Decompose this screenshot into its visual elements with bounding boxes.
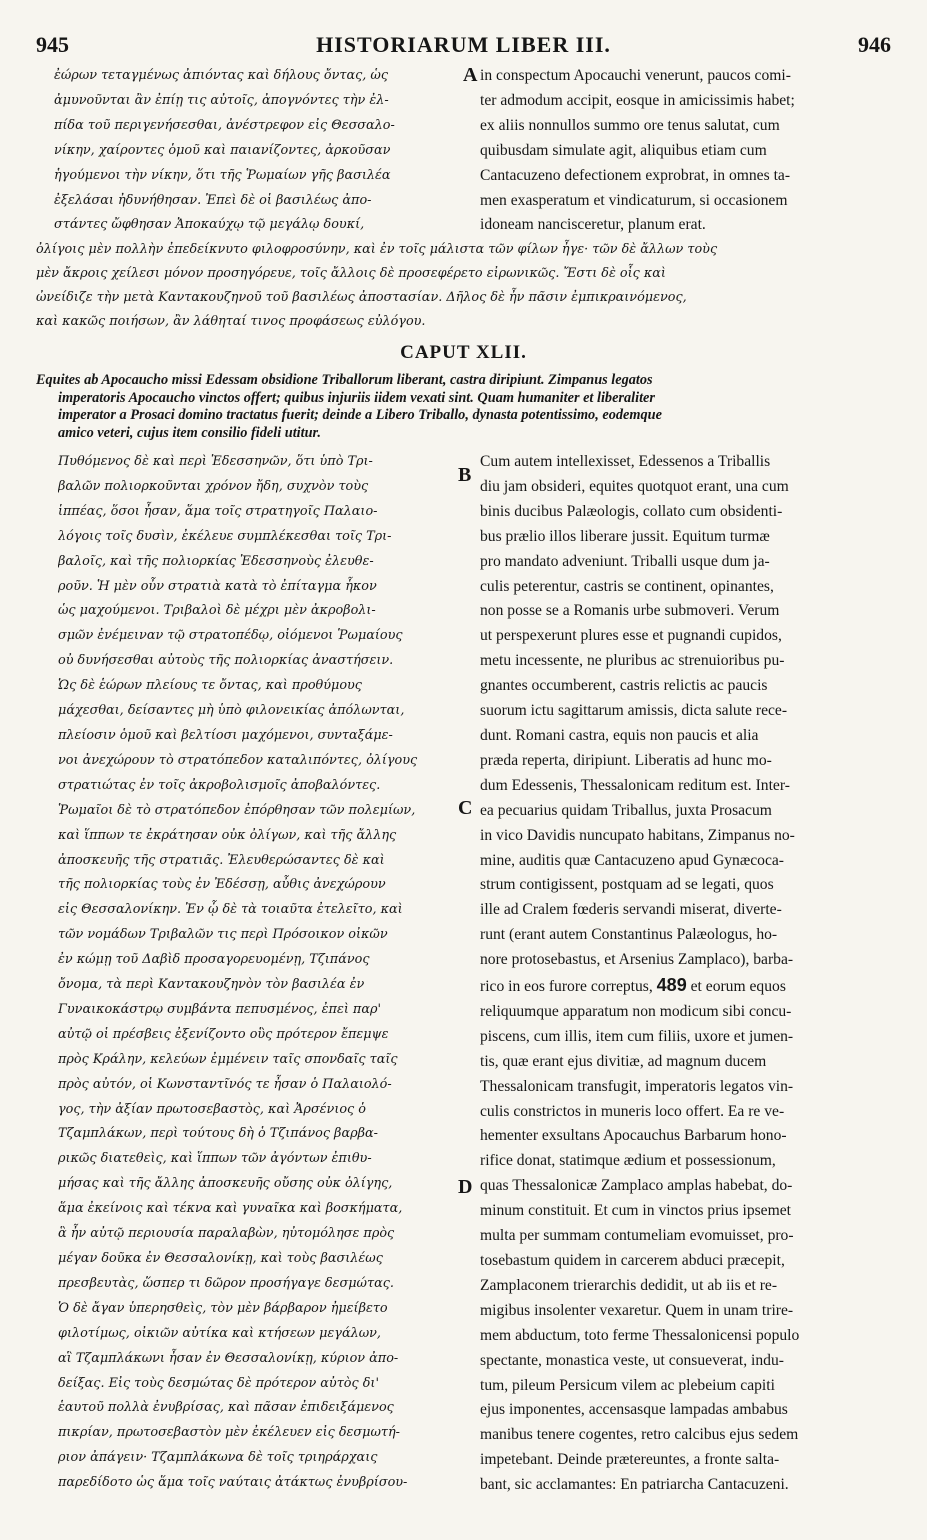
text-line: culis constrictos in muneris loco offert. Ea re ve- bbox=[480, 1102, 785, 1120]
text-line: non posse se a Romanis urbe submoveri. Verum bbox=[480, 602, 780, 620]
text-line: ροῦν. Ἡ μὲν οὖν στρατιὰ κατὰ τὸ ἐπίταγμα ἧκον bbox=[58, 578, 377, 594]
text-line: in conspectum Apocauchi venerunt, paucos comi- bbox=[480, 67, 791, 84]
text-line: ἐώρων τεταγμένως ἀπιόντας καὶ δήλους ὄντας, ὡς bbox=[54, 68, 388, 83]
text-line: imperator a Prosaci domino tractatus fuerit; deinde a Libero Triballo, dynasta potentissimo, eodemque bbox=[58, 407, 662, 423]
text-line: bus prælio illos liberare jussit. Equitum turmæ bbox=[480, 527, 770, 545]
text-line: hementer exsultans Apocauchus Barbarum hono- bbox=[480, 1127, 787, 1145]
text-line: λόγοις τοῖς δυσὶν, ἐκέλευε συμπλέκεσθαι τοῖς Τρι- bbox=[58, 528, 392, 544]
text-line: φιλοτίμως, οἰκιῶν αὐτίκα καὶ κτήσεων μεγάλων, bbox=[58, 1325, 381, 1341]
text-line: tum, pileum Persicum vilem ac plebeium capiti bbox=[480, 1376, 775, 1394]
top-latin-column bbox=[480, 64, 892, 238]
text-line: quibusdam simulate agit, aliquibus etiam cum bbox=[480, 141, 767, 159]
text-line: bant, sic acclamantes: En patriarcha Cantacuzeni. bbox=[480, 1476, 789, 1494]
text-line: Thessalonicam transfugit, imperatoris legatos vin- bbox=[480, 1077, 794, 1095]
text-line: καὶ κακῶς ποιήσων, ἂν λάθηταί τινος προφάσεως εὐλόγου. bbox=[36, 314, 426, 329]
text-line: πίδα τοῦ περιγενήσεσθαι, ἀνέστρεφον εἰς Θεσσαλο- bbox=[54, 117, 395, 133]
text-line: καὶ ἵππων τε ἐκράτησαν οὐκ ὀλίγων, καὶ τῆς ἄλλης bbox=[58, 827, 397, 843]
text-line: tis, quæ erant ejus divitiæ, ad magnum ducem bbox=[480, 1052, 767, 1070]
text-line: στρατιώτας ἐν τοῖς ἀκροβολισμοῖς ἀποβαλόντες. bbox=[58, 777, 381, 793]
text-line: binis ducibus Palæologis, collato cum obsidenti- bbox=[480, 502, 783, 520]
main-latin-column bbox=[480, 450, 892, 1498]
text-line: μάχεσθαι, δείσαντες μὴ ὑπὸ φιλονεικίας ἀπόλωνται, bbox=[58, 703, 405, 719]
text-line: pro mandato adveniunt. Triballi usque dum ja- bbox=[480, 552, 770, 570]
text-line: manibus tenere cogentes, retro calcibus ejus sedem bbox=[480, 1426, 799, 1444]
text-line: impetebant. Deinde prætereuntes, a fronte salta- bbox=[480, 1451, 780, 1469]
text-line: culis peterentur, castris se continent, opinantes, bbox=[480, 577, 774, 595]
margin-letter-a: A bbox=[463, 64, 478, 86]
text-line: ὡς μαχούμενοι. Τριβαλοὶ δὲ μέχρι μὲν ἀκροβολι- bbox=[58, 603, 376, 619]
margin-letter-b: B bbox=[458, 464, 472, 486]
text-line: γος, τὴν ἀξίαν πρωτοσεβαστὸς, καὶ Ἀρσένιος ὁ bbox=[58, 1101, 366, 1117]
text-line: tosebastum quidem in carcerem abduci præcepit, bbox=[480, 1252, 785, 1269]
text-line: ἱππέας, ὅσοι ἦσαν, ἅμα τοῖς στρατηγοῖς Παλαιο- bbox=[58, 503, 378, 519]
text-line: ὄνομα, τὰ περὶ Καντακουζηνὸν τὸν βασιλέα ἐν bbox=[58, 977, 365, 993]
book-title: HISTORIARUM LIBER III. bbox=[316, 32, 611, 57]
text-line: ut perspexerunt plures esse et pugnandi cupidos, bbox=[480, 627, 782, 645]
text-line: πρὸς αὐτόν, οἱ Κωνσταντῖνός τε ἦσαν ὁ Παλαιολό- bbox=[58, 1076, 392, 1092]
page-number-right: 946 bbox=[858, 32, 891, 57]
text-line: imperatoris Apocaucho vinctos offert; quibus injuriis iidem vexati sint. Quam humaniter et liberaliter bbox=[58, 389, 655, 406]
text-line: ἐν κώμῃ τοῦ Δαβὶδ προσαγορευομένῃ, Τζιπάνος bbox=[58, 952, 370, 968]
text-line: suorum ictu sagittarum amissis, dicta salute rece- bbox=[480, 702, 788, 720]
text-line: metu incessente, ne pluribus ac strenuioribus pu- bbox=[480, 652, 785, 670]
text-line: τῶν νομάδων Τριβαλῶν τις περὶ Πρόσοικον οἰκῶν bbox=[58, 927, 388, 943]
text-line: Cum autem intellexisset, Edessenos a Triballis bbox=[480, 453, 771, 470]
text-line: men exasperatum et vindicaturum, si occasionem bbox=[480, 191, 788, 209]
text-line: mine, auditis quæ Cantacuzeno apud Gynæcoca- bbox=[480, 851, 784, 869]
text-line: μέγαν δοῦκα ἐν Θεσσαλονίκῃ, καὶ τοὺς βασιλέως bbox=[58, 1251, 383, 1266]
text-line: παρεδίδοτο ὡς ἅμα τοῖς ναύταις ἀτάκτως ἐνυβρίσου- bbox=[58, 1475, 408, 1491]
text-line: ea pecuarius quidam Triballus, juxta Prosacum bbox=[480, 801, 772, 819]
page-number-left: 945 bbox=[36, 32, 69, 57]
main-greek-column bbox=[58, 450, 458, 1496]
text-line: piscens, cum illis, item cum filiis, uxore et jumen- bbox=[480, 1027, 794, 1045]
text-line: οὐ δυνήσεσθαι αὐτοὺς τῆς πολιορκίας ἀναστήσειν. bbox=[58, 653, 394, 669]
text-line: præda reperta, diripiunt. Liberatis ad hunc mo- bbox=[480, 751, 772, 769]
text-line: βαλοῖς, καὶ τῆς πολιορκίας Ἐδεσσηνοὺς ἐλευθε- bbox=[58, 553, 374, 569]
text-line: quas Thessalonicæ Zamplaco amplas habebat, do- bbox=[480, 1177, 793, 1195]
text-line: πικρίαν, πρωτοσεβαστὸν μὲν ἐκέλευεν εἰς δεσμωτή- bbox=[58, 1425, 400, 1441]
text-line: μήσας καὶ τῆς ἄλλης ἀποσκευῆς οὔσης οὐκ ὀλίγης, bbox=[58, 1176, 393, 1192]
text-line: νοι ἀνεχώρουν τὸ στρατόπεδον καταλιπόντες, ὀλίγους bbox=[58, 752, 418, 768]
text-line: gnantes occumberent, castris relictis ac paucis bbox=[480, 677, 768, 695]
text-line: migibus insolenter vexaretur. Quem in unam trire- bbox=[480, 1301, 794, 1319]
text-line: multa per summam contumeliam evomuisset, pro- bbox=[480, 1227, 794, 1245]
text-line: ἐξελάσαι ἠδυνήθησαν. Ἐπεὶ δὲ οἱ βασιλέως ἀπο- bbox=[54, 192, 372, 208]
text-line: Πυθόμενος δὲ καὶ περὶ Ἐδεσσηνῶν, ὅτι ὑπὸ Τρι- bbox=[58, 454, 373, 469]
text-line: Ὡς δὲ ἑώρων πλείους τε ὄντας, καὶ προθύμους bbox=[58, 678, 362, 694]
text-line: minum constituit. Et cum in vinctos prius ipsemet bbox=[480, 1202, 791, 1220]
text-line: μὲν ἄκροις χείλεσι μόνον προσηγόρευε, τοῖς ἄλλοις δὲ προσεφέρετο εἰρωνικῶς. Ἔστι δὲ οἷς καὶ bbox=[36, 266, 666, 281]
text-line: ἀμυνοῦνται ἂν ἐπίῃ τις αὐτοῖς, ἀπογνόντες τὴν ἐλ- bbox=[54, 92, 389, 108]
text-line: Equites ab Apocaucho missi Edessam obsidione Triballorum liberant, castra diripiunt. Zimpanus legatos bbox=[36, 372, 653, 388]
text-line: αἳ Τζαμπλάκωνι ἦσαν ἐν Θεσσαλονίκῃ, κύριον ἀπο- bbox=[58, 1350, 399, 1366]
text-line: τῆς πολιορκίας τοὺς ἐν Ἐδέσσῃ, αὖθις ἀνεχώρουν bbox=[58, 877, 386, 893]
text-line: πρὸς Κράλην, κελεύων ἐμμένειν ταῖς σπονδαῖς ταῖς bbox=[58, 1051, 398, 1067]
text-line: εἰς Θεσσαλονίκην. Ἐν ᾧ δὲ τὰ τοιαῦτα ἐτελεῖτο, καὶ bbox=[58, 902, 403, 918]
text-line: ille ad Cralem fœderis servandi miserat, diverte- bbox=[480, 901, 782, 919]
text-line: ex aliis nonnullos summo ore tenus salutat, cum bbox=[480, 116, 780, 134]
text-line: dunt. Romani castra, equis non paucis et alia bbox=[480, 726, 759, 744]
text-line: ejus imponentes, accensasque lampadas ambabus bbox=[480, 1401, 788, 1419]
margin-letter-c: C bbox=[458, 797, 473, 819]
text-line: dum Edessenis, Thessalonicam reditum est. Inter- bbox=[480, 776, 790, 794]
text-line: in vico Davidis nuncupato habitans, Zimpanus no- bbox=[480, 826, 795, 844]
text-line: ἃ ἦν αὐτῷ περιουσία παραλαβὼν, ηὐτομόλησε πρὸς bbox=[58, 1226, 395, 1242]
chapter-title: CAPUT XLII. bbox=[400, 342, 527, 363]
margin-letter-d: D bbox=[458, 1176, 473, 1198]
marginal-number-badge: 489 bbox=[656, 975, 687, 996]
text-line: ὠνείδιζε τὴν μετὰ Καντακουζηνοῦ τοῦ βασιλέως ἀποστασίαν. Δῆλος δὲ ἦν πᾶσιν ἐμπικραινόμενος, bbox=[36, 290, 687, 305]
text-line: runt (erant autem Constantinus Palæologus, ho- bbox=[480, 926, 778, 944]
text-line: reliquumque apparatum non modicum sibi concu- bbox=[480, 1002, 792, 1020]
text-line: diu jam obsideri, equites quotquot erant, una cum bbox=[480, 477, 789, 495]
text-line: ἑαυτοῦ πολλὰ ἐνυβρίσας, καὶ πᾶσαν ἐπιδειξάμενος bbox=[58, 1400, 394, 1416]
top-greek-column bbox=[54, 64, 464, 238]
text-line: Zamplaconem trierarchis dedidit, ut ab iis et re- bbox=[480, 1276, 778, 1294]
text-line: ter admodum accipit, eosque in amicissimis habet; bbox=[480, 91, 795, 109]
running-header bbox=[36, 32, 891, 66]
text-line: Cantacuzeno defectionem exprobrat, in omnes ta- bbox=[480, 166, 791, 184]
text-line: rifice donat, statimque ædium et possessionum, bbox=[480, 1152, 776, 1170]
text-line: ἀποσκευῆς τῆς στρατιᾶς. Ἐλευθερώσαντες δὲ καὶ bbox=[58, 852, 385, 868]
text-line: Τζαμπλάκων, περὶ τούτους δὴ ὁ Τζιπάνος βαρβα- bbox=[58, 1126, 378, 1142]
text-line: mem abductum, toto ferme Thessalonicensi populo bbox=[480, 1326, 800, 1344]
text-line: spectante, monastica veste, ut consueverat, indu- bbox=[480, 1351, 784, 1369]
text-line: rico in eos furore correptus, 489 et eorum equos bbox=[480, 975, 786, 996]
text-line: ἡγούμενοι τὴν νίκην, ὅτι τῆς Ῥωμαίων γῆς βασιλέα bbox=[54, 167, 391, 183]
text-line: στάντες ὤφθησαν Ἀποκαύχῳ τῷ μεγάλῳ δουκί, bbox=[54, 217, 365, 233]
text-line: ριον ἀπάγειν· Τζαμπλάκωνα δὲ τοῖς τριηράρχαις bbox=[58, 1450, 378, 1466]
text-line: idoneam nancisceretur, planum erat. bbox=[480, 216, 706, 234]
text-line: Γυναικοκάστρῳ συμβάντα πεπυσμένος, ἐπεὶ παρ' bbox=[58, 1001, 382, 1017]
text-line: ὀλίγοις μὲν πολλὴν ἐπεδείκνυτο φιλοφροσύνην, καὶ ἐν τοῖς μάλιστα τῶν φίλων ἦγε· τῶν δὲ ἄλλων τοὺς bbox=[36, 242, 718, 257]
text-line: νίκην, χαίροντες ὁμοῦ καὶ παιανίζοντες, ἀρκοῦσαν bbox=[54, 142, 391, 158]
text-line: amico veteri, cujus item consilio fideli utitur. bbox=[58, 424, 321, 441]
text-line: σμῶν ἐνέμειναν τῷ στρατοπέδῳ, οἰόμενοι Ῥωμαίους bbox=[58, 628, 403, 644]
text-line: αὐτῷ οἱ πρέσβεις ἐξενίζοντο οὓς πρότερον ἔπεμψε bbox=[58, 1026, 389, 1042]
text-line: πλείοσιν ὁμοῦ καὶ βελτίοσι μαχόμενοι, συνταξάμε- bbox=[58, 727, 393, 743]
text-line: ἅμα ἐκείνοις καὶ τέκνα καὶ γυναῖκα καὶ βοσκήματα, bbox=[58, 1201, 403, 1217]
text-line: Ῥωμαῖοι δὲ τὸ στρατόπεδον ἐπόρθησαν τῶν πολεμίων, bbox=[58, 802, 416, 818]
text-line: δείξας. Εἰς τοὺς δεσμώτας δὲ πρότερον αὐτὸς δι' bbox=[58, 1375, 379, 1391]
chapter-summary bbox=[36, 372, 891, 442]
text-line: Ὁ δὲ ἄγαν ὑπερησθεὶς, τὸν μὲν βάρβαρον ἠμείβετο bbox=[58, 1300, 388, 1316]
text-line: nore protosebastus, et Arsenius Zamplaco), barba- bbox=[480, 951, 794, 969]
text-line: ρικῶς διατεθεὶς, καὶ ἵππων τῶν ἀγόντων ἐπιθυ- bbox=[58, 1151, 372, 1167]
text-line: βαλῶν πολιορκοῦνται χρόνον ἤδη, συχνὸν τοὺς bbox=[58, 478, 369, 494]
full-width-greek bbox=[36, 238, 891, 334]
text-line: πρεσβευτὰς, ὥσπερ τι δῶρον προσήγαγε δεσμώτας. bbox=[58, 1275, 394, 1291]
text-line: strum contigissent, postquam ad se legati, quos bbox=[480, 876, 774, 894]
